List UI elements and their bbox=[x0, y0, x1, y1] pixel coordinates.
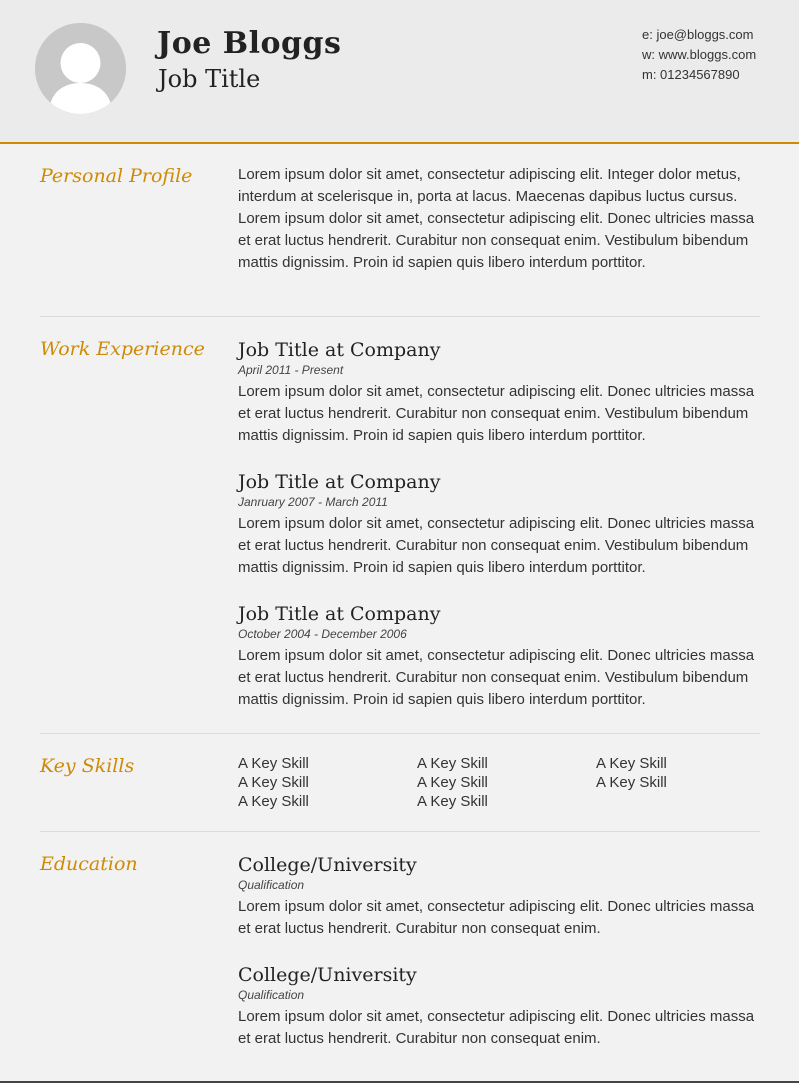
section-title-skills: Key Skills bbox=[40, 755, 135, 777]
profile-text: Lorem ipsum dolor sit amet, consectetur adipiscing elit. Integer dolor metus, interdum at scelerisque in, porta at lacus. Maecenas dapibus luctus cursus. Lorem ipsum dolor sit amet, consectetur adipiscing elit. Donec ultricies massa et erat luctus hendrerit. Curabitur non consequat enim. Vestibulum bibendum mattis dignissim. Proin id sapien quis libero interdum porttitor. bbox=[238, 166, 755, 271]
experience-description: Lorem ipsum dolor sit amet, consectetur adipiscing elit. Donec ultricies massa et erat luctus hendrerit. Curabitur non consequat enim. Vestibulum bibendum mattis dignissim. Proin id sapien quis libero interdum porttitor. bbox=[238, 383, 755, 444]
section-divider bbox=[40, 733, 760, 734]
education-entry bbox=[238, 964, 761, 1050]
experience-entry bbox=[238, 603, 761, 711]
section-title-profile: Personal Profile bbox=[40, 165, 193, 187]
avatar-placeholder-icon bbox=[35, 23, 126, 114]
section-title-experience: Work Experience bbox=[40, 338, 205, 360]
education-entry bbox=[238, 854, 761, 940]
experience-dates: October 2004 - December 2006 bbox=[238, 627, 407, 641]
education-description: Lorem ipsum dolor sit amet, consectetur adipiscing elit. Donec ultricies massa et erat luctus hendrerit. Curabitur non consequat enim. bbox=[238, 1008, 755, 1047]
experience-dates: Janruary 2007 - March 2011 bbox=[238, 495, 388, 509]
experience-description: Lorem ipsum dolor sit amet, consectetur adipiscing elit. Donec ultricies massa et erat luctus hendrerit. Curabitur non consequat enim. Vestibulum bibendum mattis dignissim. Proin id sapien quis libero interdum porttitor. bbox=[238, 515, 755, 576]
candidate-name: Joe Bloggs bbox=[157, 26, 342, 61]
education-qualification: Qualification bbox=[238, 878, 305, 892]
experience-description: Lorem ipsum dolor sit amet, consectetur adipiscing elit. Donec ultricies massa et erat luctus hendrerit. Curabitur non consequat enim. Vestibulum bibendum mattis dignissim. Proin id sapien quis libero interdum porttitor. bbox=[238, 647, 755, 708]
contact-email[interactable]: e: joe@bloggs.com bbox=[642, 27, 754, 42]
contact-details bbox=[642, 25, 756, 85]
candidate-job-title: Job Title bbox=[158, 65, 261, 93]
skill-item: A Key Skill bbox=[417, 774, 488, 791]
skill-item: A Key Skill bbox=[417, 755, 488, 772]
skills-column bbox=[596, 754, 766, 792]
contact-website[interactable]: w: www.bloggs.com bbox=[642, 47, 757, 62]
education-qualification: Qualification bbox=[238, 988, 305, 1002]
section-title-education: Education bbox=[40, 853, 138, 875]
education-institution: College/University bbox=[238, 964, 417, 986]
experience-dates: April 2011 - Present bbox=[238, 363, 344, 377]
skill-item: A Key Skill bbox=[596, 755, 667, 772]
experience-job-title: Job Title at Company bbox=[238, 471, 441, 493]
skills-column bbox=[238, 754, 408, 811]
skill-item: A Key Skill bbox=[238, 755, 309, 772]
skill-item: A Key Skill bbox=[238, 774, 309, 791]
education-description: Lorem ipsum dolor sit amet, consectetur adipiscing elit. Donec ultricies massa et erat luctus hendrerit. Curabitur non consequat enim. bbox=[238, 898, 755, 937]
section-divider bbox=[40, 831, 760, 832]
resume-header bbox=[0, 0, 799, 144]
skill-item: A Key Skill bbox=[596, 774, 667, 791]
contact-mobile: m: 01234567890 bbox=[642, 67, 740, 82]
skill-item: A Key Skill bbox=[238, 793, 309, 810]
experience-entry bbox=[238, 339, 761, 447]
skill-item: A Key Skill bbox=[417, 793, 488, 810]
experience-entry bbox=[238, 471, 761, 579]
section-divider bbox=[40, 316, 760, 317]
experience-job-title: Job Title at Company bbox=[238, 339, 441, 361]
experience-job-title: Job Title at Company bbox=[238, 603, 441, 625]
skills-column bbox=[417, 754, 587, 811]
education-institution: College/University bbox=[238, 854, 417, 876]
